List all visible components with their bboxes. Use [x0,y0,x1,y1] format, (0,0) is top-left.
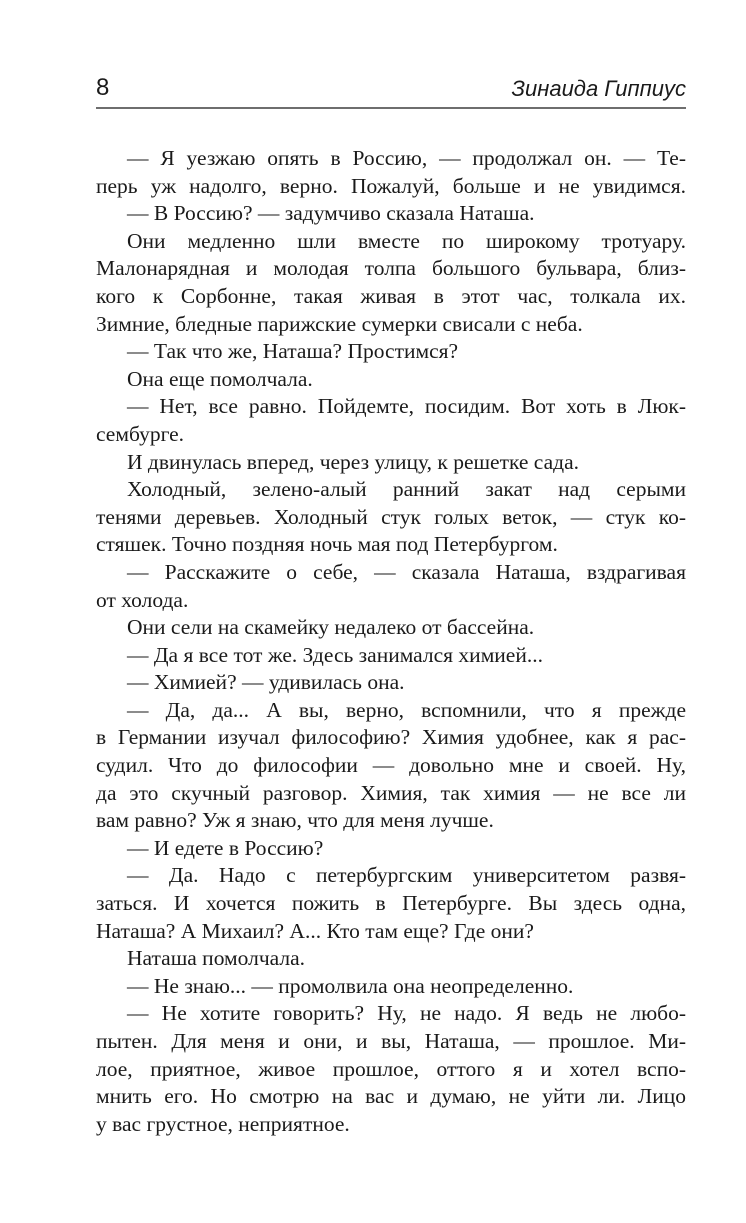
text-line: мнить его. Но смотрю на вас и думаю, не уйти ли. Лицо [96,1084,686,1109]
body-text [96,145,686,1138]
text-line: Зимние, бледные парижские сумерки свисали с неба. [96,311,583,336]
text-line: — Не хотите говорить? Ну, не надо. Я ведь не любо- [127,1001,686,1026]
text-line: сембурге. [96,421,185,446]
text-line: да это скучный разговор. Химия, так химия — не все ли [96,780,686,805]
text-line: стяшек. Точно поздняя ночь мая под Петербургом. [96,532,558,557]
text-line: лое, приятное, живое прошлое, оттого я и хотел вспо- [96,1056,686,1081]
text-line: — В Россию? — задумчиво сказала Наташа. [127,201,535,226]
text-line: — Не знаю... — промолвила она неопределенно. [127,973,574,998]
text-line: судил. Что до философии — довольно мне и своей. Ну, [96,753,686,778]
text-line: — Нет, все равно. Пойдемте, посидим. Вот хоть в Люк- [127,394,686,419]
text-line: кого к Сорбонне, такая живая в этот час, толкала их. [96,283,686,308]
text-line: пытен. Для меня и они, и вы, Наташа, — прошлое. Ми- [96,1029,686,1053]
text-line: — Расскажите о себе, — сказала Наташа, вздрагивая [127,559,686,584]
text-line: перь уж надолго, верно. Пожалуй, больше и не увидимся. [96,173,686,198]
header-rule [96,107,686,109]
text-line: И двинулась вперед, через улицу, к решетке сада. [127,449,580,474]
text-line: Наташа? А Михаил? А... Кто там еще? Где они? [96,918,534,943]
text-line: — Я уезжаю опять в Россию, — продолжал он. — Те- [127,146,686,170]
text-line: — Да, да... А вы, верно, вспомнили, что я прежде [127,697,686,722]
text-line: у вас грустное, неприятное. [96,1111,350,1136]
text-line: Малонарядная и молодая толпа большого бульвара, близ- [96,256,686,281]
text-line: — Да я все тот же. Здесь занимался химией... [127,642,543,667]
text-line: — Да. Надо с петербургским университетом развя- [127,863,686,888]
text-line: — И едете в Россию? [127,835,324,860]
text-line: в Германии изучал философию? Химия удобнее, как я рас- [96,725,686,750]
text-line: Они сели на скамейку недалеко от бассейна. [127,615,535,640]
running-head-author: Зинаида Гиппиус [511,76,686,101]
text-line: Она еще помолчала. [127,366,313,391]
text-line: тенями деревьев. Холодный стук голых веток, — стук ко- [96,504,686,529]
page-number: 8 [96,74,110,101]
text-line: — Химией? — удивилась она. [127,670,405,695]
text-line: Холодный, зелено-алый ранний закат над серыми [127,477,686,502]
text-line: вам равно? Уж я знаю, что для меня лучше. [96,808,494,833]
text-line: — Так что же, Наташа? Простимся? [127,339,459,364]
text-line: Наташа помолчала. [127,946,306,971]
text-line: от холода. [96,587,189,612]
running-header [96,74,686,104]
text-line: Они медленно шли вместе по широкому тротуару. [127,228,686,253]
text-line: заться. И хочется пожить в Петербурге. Вы здесь одна, [96,891,686,916]
